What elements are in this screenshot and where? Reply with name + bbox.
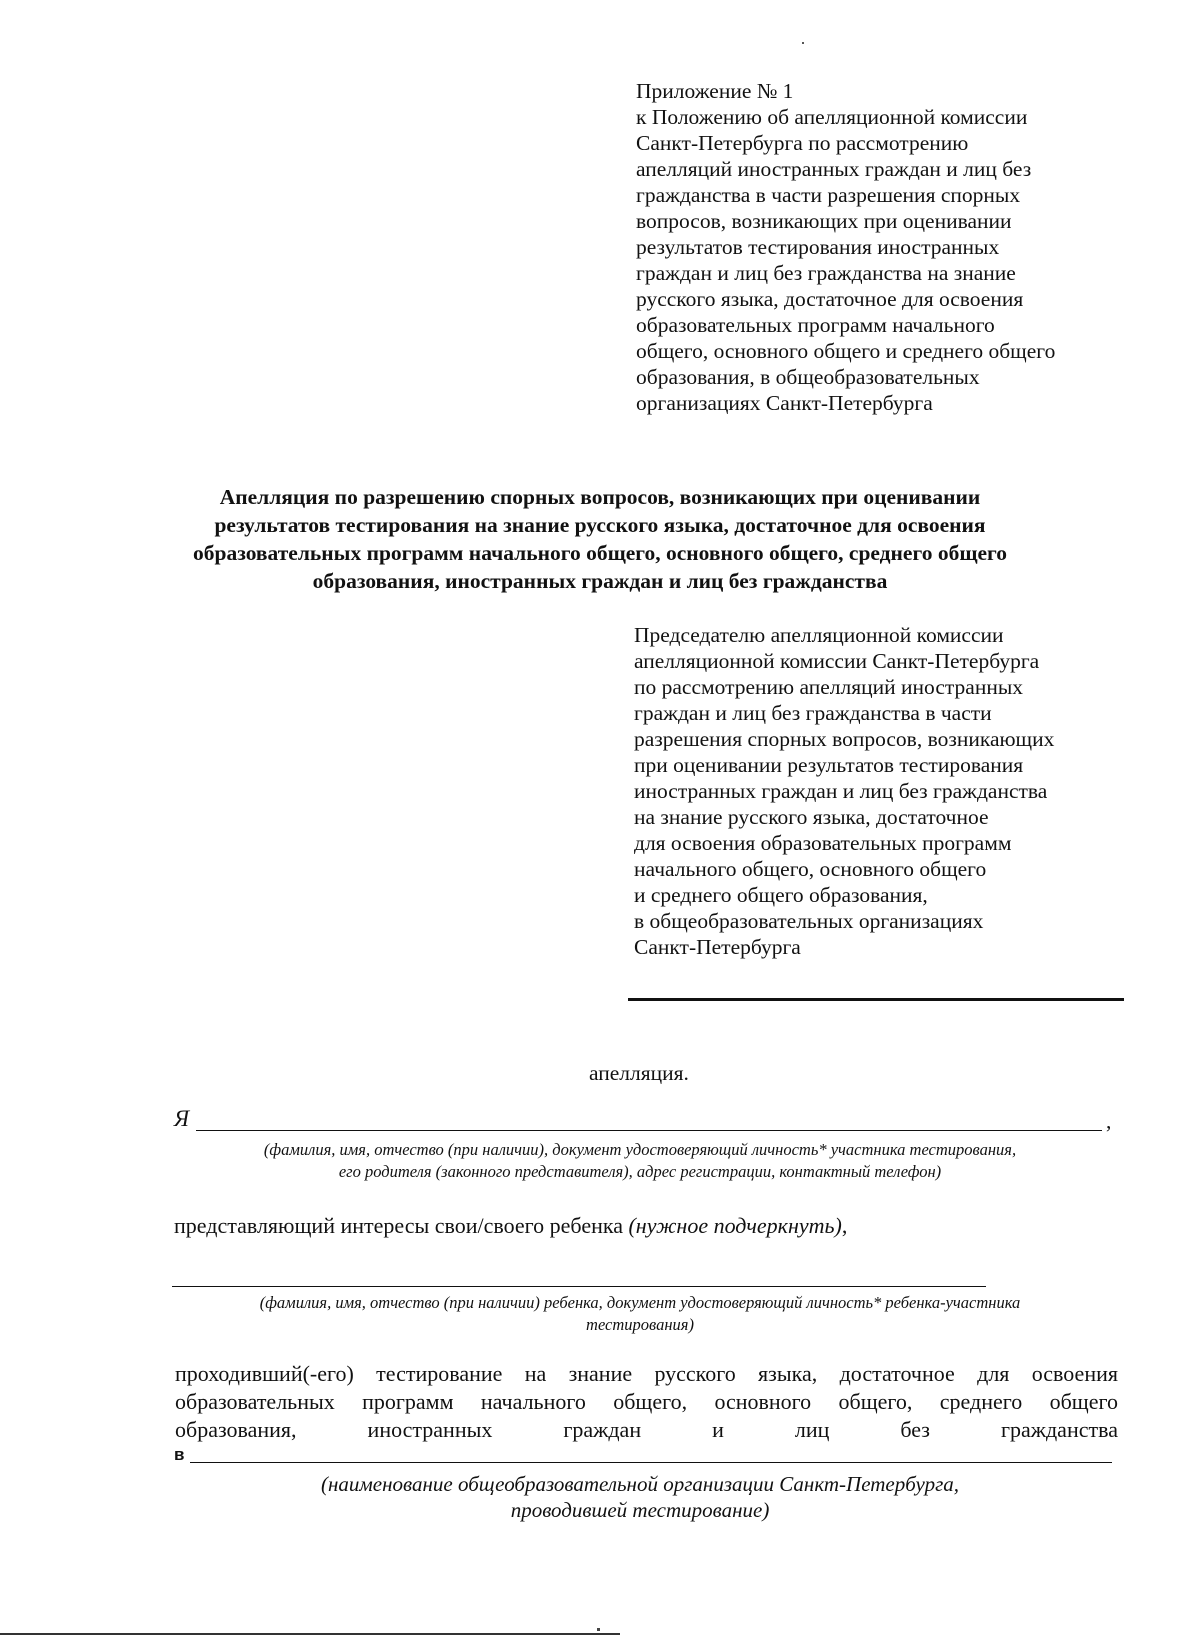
applicant-caption: его родителя (законного представителя), адрес регистрации, контактный телефон) [338, 1162, 942, 1181]
addressee-line: апелляционной комиссии Санкт-Петербурга [634, 649, 1040, 673]
passed-line-1 [175, 1361, 1118, 1387]
word: лиц [794, 1417, 830, 1442]
ya-label: Я [174, 1106, 190, 1131]
word: общего, [838, 1389, 913, 1414]
representing-line [174, 1213, 847, 1239]
annex-line: апелляций иностранных граждан и лиц без [636, 157, 1032, 181]
annex-line: Приложение № 1 [636, 79, 794, 103]
addressee-line: на знание русского языка, достаточное [634, 805, 989, 829]
annex-line: образовательных программ начального [636, 313, 995, 337]
word: образовательных [175, 1389, 335, 1414]
addressee-line: при оценивании результатов тестирования [634, 753, 1024, 777]
appeal-word: апелляция. [589, 1061, 689, 1085]
representing-note: (нужное подчеркнуть) [628, 1213, 842, 1238]
applicant-info-field[interactable] [196, 1130, 1102, 1131]
title-line: результатов тестирования на знание русского языка, достаточное для освоения [214, 513, 986, 537]
word: без [900, 1417, 931, 1442]
annex-line: гражданства в части разрешения спорных [636, 183, 1021, 207]
addressee-line: Санкт-Петербурга [634, 935, 801, 959]
title-line: образовательных программ начального общего, основного общего, среднего общего [193, 541, 1007, 565]
annex-line: граждан и лиц без гражданства на знание [636, 261, 1016, 285]
word: образования, [175, 1417, 297, 1442]
word: программ [362, 1389, 454, 1414]
child-caption: тестирования) [586, 1315, 694, 1334]
addressee-line: Председателю апелляционной комиссии [634, 623, 1004, 647]
title-line: образования, иностранных граждан и лиц без гражданства [312, 569, 888, 593]
word: и [712, 1417, 724, 1442]
addressee-line: и среднего общего образования, [634, 883, 928, 907]
annex-line: вопросов, возникающих при оценивании [636, 209, 1012, 233]
addressee-line: разрешения спорных вопросов, возникающих [634, 727, 1055, 751]
word: основного [714, 1389, 812, 1414]
addressee-line: по рассмотрению апелляций иностранных [634, 675, 1024, 699]
child-caption: (фамилия, имя, отчество (при наличии) ребенка, документ удостоверяющий личность* ребенка-участника [259, 1293, 1021, 1312]
v-label: в [174, 1445, 185, 1464]
organization-caption: проводившей тестирование) [510, 1498, 770, 1522]
addressee-line: в общеобразовательных организациях [634, 909, 984, 933]
organization-caption: (наименование общеобразовательной организации Санкт-Петербурга, [320, 1472, 960, 1496]
annex-line: образования, в общеобразовательных [636, 365, 980, 389]
addressee-line: для освоения образовательных программ [634, 831, 1012, 855]
word: среднего [939, 1389, 1023, 1414]
word: иностранных [367, 1417, 493, 1442]
representing-text: представляющий интересы свои/своего ребенка [174, 1213, 629, 1238]
annex-line: результатов тестирования иностранных [636, 235, 1000, 259]
annex-line: организациях Санкт-Петербурга [636, 391, 933, 415]
addressee-line: граждан и лиц без гражданства в части [634, 701, 992, 725]
title-line: Апелляция по разрешению спорных вопросов, возникающих при оценивании [219, 485, 981, 509]
representing-end: , [841, 1213, 848, 1238]
scan-speck [597, 1628, 600, 1631]
annex-line: к Положению об апелляционной комиссии [636, 105, 1028, 129]
annex-line: общего, основного общего и среднего общего [636, 339, 1056, 363]
scan-speck [802, 42, 804, 44]
addressee-line: начального общего, основного общего [634, 857, 987, 881]
word: общего [1049, 1389, 1118, 1414]
word: общего, [613, 1389, 688, 1414]
word: гражданства [1001, 1417, 1118, 1442]
addressee-line: иностранных граждан и лиц без гражданства [634, 779, 1048, 803]
annex-line: Санкт-Петербурга по рассмотрению [636, 131, 969, 155]
word: начального [480, 1389, 586, 1414]
addressee-name-field[interactable] [628, 998, 1124, 1001]
passed-line-3 [175, 1417, 1118, 1443]
scan-edge-line [0, 1633, 620, 1635]
annex-line: русского языка, достаточное для освоения [636, 287, 1024, 311]
ya-comma: , [1106, 1109, 1112, 1133]
applicant-caption: (фамилия, имя, отчество (при наличии), документ удостоверяющий личность* участника тестирования, [263, 1140, 1017, 1159]
child-info-field[interactable] [172, 1286, 986, 1287]
passed-line-2 [175, 1389, 1118, 1415]
organization-field[interactable] [190, 1462, 1112, 1463]
word: граждан [563, 1417, 642, 1442]
passed-text: проходивший(-его) тестирование на знание русского языка, достаточное для освоения [175, 1361, 1118, 1386]
